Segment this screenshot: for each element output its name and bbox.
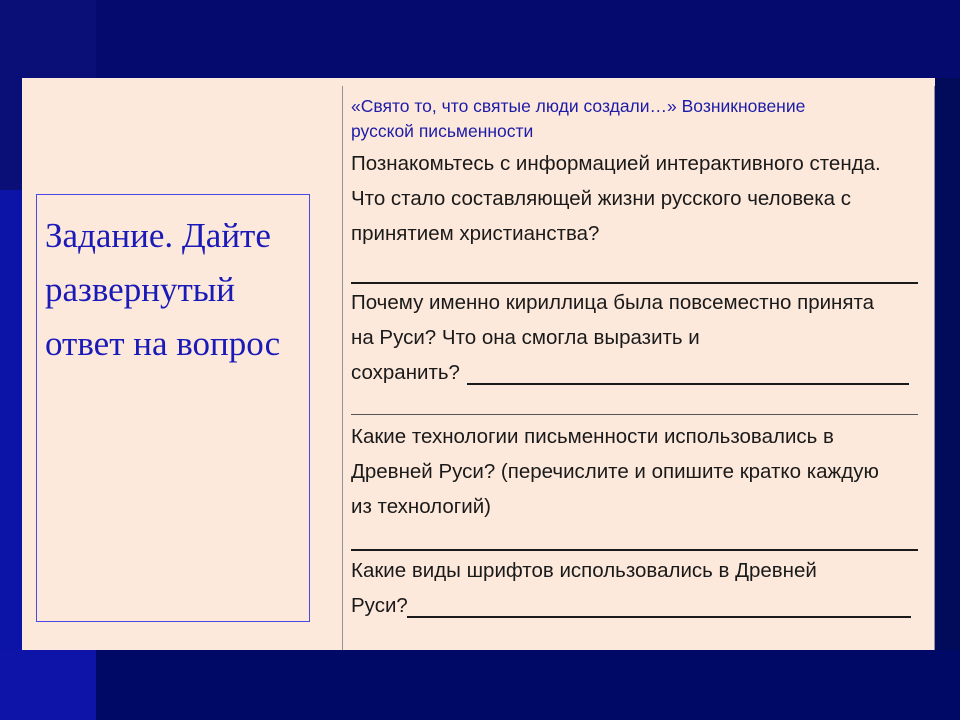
question-2: [351, 285, 921, 390]
question-4-line: Руси?: [351, 594, 408, 617]
question-3-line: Древней Руси? (перечислите и опишите кратко каждую: [351, 460, 879, 483]
answer-line-4[interactable]: [407, 616, 911, 618]
title-line: русской письменности: [351, 121, 534, 141]
task-heading: [45, 209, 307, 371]
task-line: Задание. Дайте: [45, 216, 271, 255]
task-line: ответ на вопрос: [45, 324, 281, 363]
task-line: развернутый: [45, 270, 235, 309]
intro-and-question-1: [351, 146, 921, 251]
answer-line-2[interactable]: [467, 383, 909, 385]
question-4-line: Какие виды шрифтов использовались в Древней: [351, 559, 817, 582]
answer-line-2b[interactable]: [351, 414, 918, 415]
question-2-line: на Руси? Что она смогла выразить и: [351, 326, 700, 349]
background-bottom-strip: [96, 650, 960, 720]
answer-line-3[interactable]: [351, 549, 918, 551]
title-line: «Свято то, что святые люди создали…» Возникновение: [351, 96, 806, 116]
background-left-accent: [0, 190, 22, 650]
question-1-line: Что стало составляющей жизни русского человека с: [351, 187, 852, 210]
intro-text: Познакомьтесь с информацией интерактивного стенда.: [351, 152, 881, 175]
background-bottom-left-block: [0, 650, 96, 720]
question-4: [351, 553, 921, 623]
question-3-line: Какие технологии письменности использовались в: [351, 425, 834, 448]
question-2-line: сохранить?: [351, 361, 460, 384]
background-right-band: [935, 78, 960, 650]
question-2-line: Почему именно кириллица была повсеместно принята: [351, 291, 875, 314]
task-box: [36, 194, 310, 622]
background-top-band: [0, 0, 960, 78]
question-1-line: принятием христианства?: [351, 222, 600, 245]
questions-box: [342, 86, 935, 650]
question-3-line: из технологий): [351, 495, 491, 518]
question-3: [351, 419, 921, 524]
section-title: [351, 94, 911, 144]
answer-line-1[interactable]: [351, 282, 918, 284]
slide-content: [22, 78, 935, 650]
